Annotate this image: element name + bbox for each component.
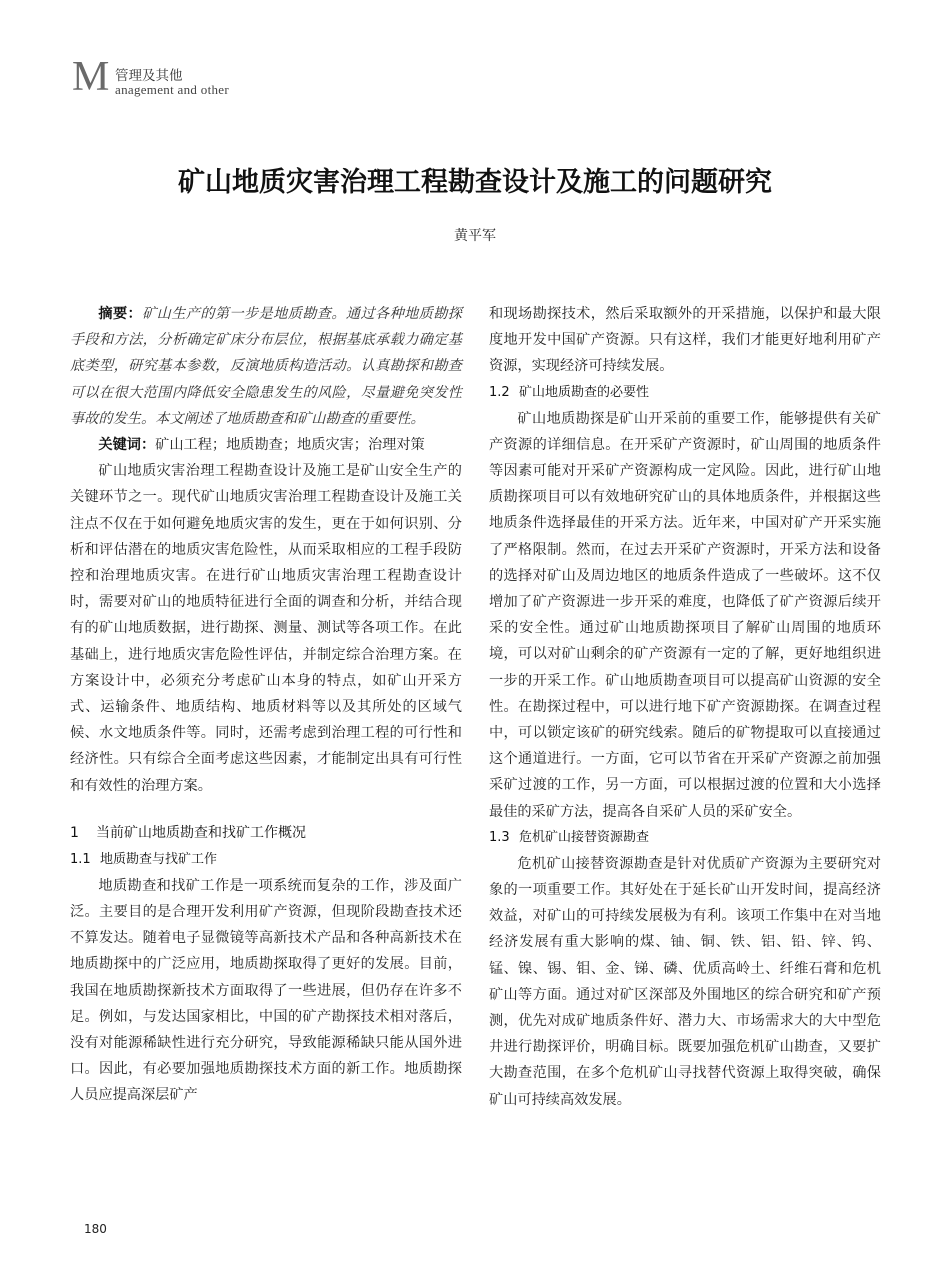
section-1-1-paragraph-continued: 和现场勘探技术，然后采取额外的开采措施，以保护和最大限度地开发中国矿产资源。只有这样，我们才能更好地利用矿产资源，实现经济可持续发展。 bbox=[489, 306, 881, 375]
keywords-label: 关键词： bbox=[98, 437, 156, 454]
section-initial-letter: M bbox=[72, 54, 110, 100]
section-name-english: anagement and other bbox=[115, 82, 229, 97]
section-1-2-title: 矿山地质勘查的必要性 bbox=[519, 384, 650, 400]
abstract bbox=[70, 301, 462, 432]
section-1-3-heading bbox=[489, 825, 881, 851]
page-number: 180 bbox=[84, 1222, 107, 1236]
section-1-3-title: 危机矿山接替资源勘查 bbox=[519, 829, 650, 845]
section-1-number: 1 bbox=[70, 824, 79, 841]
keywords bbox=[70, 432, 462, 458]
section-1-2-paragraph: 矿山地质勘探是矿山开采前的重要工作，能够提供有关矿产资源的详细信息。在开采矿产资源时，矿山周围的地质条件等因素可能对开采矿产资源构成一定风险。因此，进行矿山地质勘探项目可以有效地研究矿山的具体地质条件，并根据这些地质条件选择最佳的开采方法。近年来，中国对矿产开采实施了严格限制。然而，在过去开采矿产资源时，开采方法和设备的选择对矿山及周边地区的地质条件造成了一些破坏。这不仅增加了矿产资源进一步开采的难度，也降低了矿产资源后续开采的安全性。通过矿山地质勘探项目了解矿山周围的地质环境，可以对矿山剩余的矿产资源有一定的了解，更好地组织进一步的开采工作。矿山地质勘查项目可以提高矿山资源的安全性。在勘探过程中，可以进行地下矿产资源勘探。在调查过程中，可以锁定该矿的研究线索。随后的矿物提取可以直接通过这个通道进行。一方面，它可以节省在开采矿产资源之前加强采矿过渡的工作，另一方面，可以根据过渡的位置和大小选择最佳的采矿方法，提高各自采矿人员的采矿安全。 bbox=[489, 410, 881, 820]
journal-section-header bbox=[72, 54, 372, 100]
section-1-2-number: 1.2 bbox=[489, 384, 510, 400]
article-title: 矿山地质灾害治理工程勘查设计及施工的问题研究 bbox=[178, 167, 772, 198]
section-1-3-number: 1.3 bbox=[489, 829, 510, 845]
intro-paragraph: 矿山地质灾害治理工程勘查设计及施工是矿山安全生产的关键环节之一。现代矿山地质灾害治理工程勘查设计及施工关注点不仅在于如何避免地质灾害的发生，更在于如何识别、分析和评估潜在的地质灾害危险性，从而采取相应的工程手段防控和治理地质灾害。在进行矿山地质灾害治理工程勘查设计时，需要对矿山的地质特征进行全面的调查和分析，并结合现有的矿山地质数据，进行勘探、测量、测试等各项工作。在此基础上，进行地质灾害危险性评估，并制定综合治理方案。在方案设计中，必须充分考虑矿山本身的特点，如矿山开采方式、运输条件、地质结构、地质材料等以及其所处的区域气候、水文地质条件等。同时，还需考虑到治理工程的可行性和经济性。只有综合全面考虑这些因素，才能制定出具有可行性和有效性的治理方案。 bbox=[70, 463, 462, 794]
section-1-heading bbox=[70, 821, 462, 845]
section-name-chinese: 管理及其他 bbox=[115, 68, 183, 84]
section-1-title: 当前矿山地质勘查和找矿工作概况 bbox=[96, 824, 306, 841]
abstract-label: 摘要： bbox=[98, 306, 143, 322]
author-name: 黄平军 bbox=[454, 228, 496, 244]
right-column bbox=[489, 301, 881, 1113]
section-1-1-number: 1.1 bbox=[70, 851, 91, 867]
left-column bbox=[70, 301, 462, 1109]
section-1-1-heading bbox=[70, 847, 462, 873]
section-1-2-heading bbox=[489, 380, 881, 406]
section-1-1-paragraph: 地质勘查和找矿工作是一项系统而复杂的工作，涉及面广泛。主要目的是合理开发利用矿产资源，但现阶段勘查技术还不算发达。随着电子显微镜等高新技术产品和各种高新技术在地质勘探中的广泛应用，地质勘探取得了更好的发展。目前，我国在地质勘探新技术方面取得了一些进展，但仍存在许多不足。例如，与发达国家相比，中国的矿产勘探技术相对落后，没有对能源稀缺性进行充分研究，导致能源稀缺只能从国外进口。因此，有必要加强地质勘探技术方面的新工作。地质勘探人员应提高深层矿产 bbox=[70, 877, 462, 1104]
section-1-1-title: 地质勘查与找矿工作 bbox=[100, 851, 218, 867]
abstract-text: 矿山生产的第一步是地质勘查。通过各种地质勘探手段和方法，分析确定矿床分布层位，根据基底承载力确定基底类型，研究基本参数，反演地质构造活动。认真勘探和勘查可以在很大范围内降低安全隐患发生的风险，尽量避免突发性事故的发生。本文阐述了地质勘查和矿山勘查的重要性。 bbox=[70, 306, 462, 427]
keywords-text: 矿山工程；地质勘查；地质灾害；治理对策 bbox=[155, 437, 425, 454]
section-1-3-paragraph: 危机矿山接替资源勘查是针对优质矿产资源为主要研究对象的一项重要工作。其好处在于延长矿山开发时间，提高经济效益，对矿山的可持续发展极为有利。该项工作集中在对当地经济发展有重大影响的煤、铀、铜、铁、铝、铅、锌、钨、锰、镍、锡、钼、金、锑、磷、优质高岭土、纤维石膏和危机矿山等方面。通过对矿区深部及外围地区的综合研究和矿产预测，优先对成矿地质条件好、潜力大、市场需求大的大中型危井进行勘探评价，明确目标。既要加强危机矿山勘查，又要扩大勘查范围，在多个危机矿山寻找替代资源上取得突破，确保矿山可持续高效发展。 bbox=[489, 855, 881, 1108]
